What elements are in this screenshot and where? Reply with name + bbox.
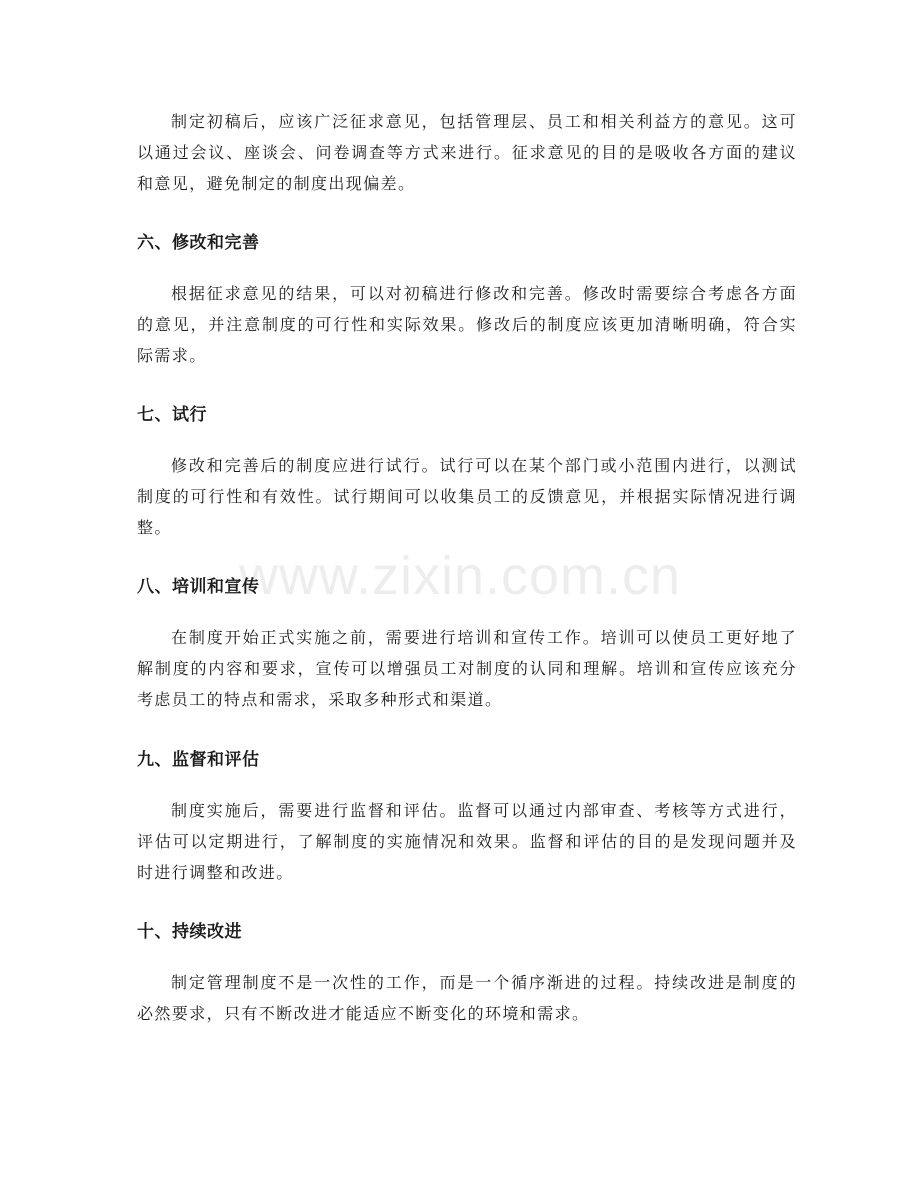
heading-trial <box>137 403 797 427</box>
paragraph-training <box>137 622 797 715</box>
watermark: www.zixin.com.cn <box>238 546 682 606</box>
paragraph-text: 在制度开始正式实施之前，需要进行培训和宣传工作。培训可以使员工更好地了解制度的内容和要求，宣传可以增强员工对制度的认同和理解。培训和宣传应该充分考虑员工的特点和需求，采取多种形式和渠道。 <box>137 628 797 709</box>
section-heading: 七、试行 <box>137 405 207 425</box>
paragraph-improvement <box>137 967 797 1029</box>
paragraph-supervision <box>137 795 797 888</box>
paragraph-revise <box>137 278 797 371</box>
paragraph-trial <box>137 450 797 543</box>
paragraph-draft-feedback <box>137 106 797 199</box>
paragraph-text: 制定初稿后，应该广泛征求意见，包括管理层、员工和相关利益方的意见。这可以通过会议、座谈会、问卷调查等方式来进行。征求意见的目的是吸收各方面的建议和意见，避免制定的制度出现偏差。 <box>137 112 797 193</box>
paragraph-text: 制度实施后，需要进行监督和评估。监督可以通过内部审查、考核等方式进行，评估可以定期进行，了解制度的实施情况和效果。监督和评估的目的是发现问题并及时进行调整和改进。 <box>137 801 797 882</box>
section-heading: 十、持续改进 <box>137 922 242 942</box>
heading-training <box>137 575 797 599</box>
section-heading: 九、监督和评估 <box>137 750 260 770</box>
heading-revise <box>137 231 797 255</box>
section-heading: 八、培训和宣传 <box>137 577 260 597</box>
heading-supervision <box>137 748 797 772</box>
section-heading: 六、修改和完善 <box>137 233 260 253</box>
paragraph-text: 根据征求意见的结果，可以对初稿进行修改和完善。修改时需要综合考虑各方面的意见，并注意制度的可行性和实际效果。修改后的制度应该更加清晰明确，符合实际需求。 <box>137 284 797 365</box>
paragraph-text: 制定管理制度不是一次性的工作，而是一个循序渐进的过程。持续改进是制度的必然要求，只有不断改进才能适应不断变化的环境和需求。 <box>137 973 797 1023</box>
heading-improvement <box>137 920 797 944</box>
paragraph-text: 修改和完善后的制度应进行试行。试行可以在某个部门或小范围内进行，以测试制度的可行性和有效性。试行期间可以收集员工的反馈意见，并根据实际情况进行调整。 <box>137 456 797 537</box>
